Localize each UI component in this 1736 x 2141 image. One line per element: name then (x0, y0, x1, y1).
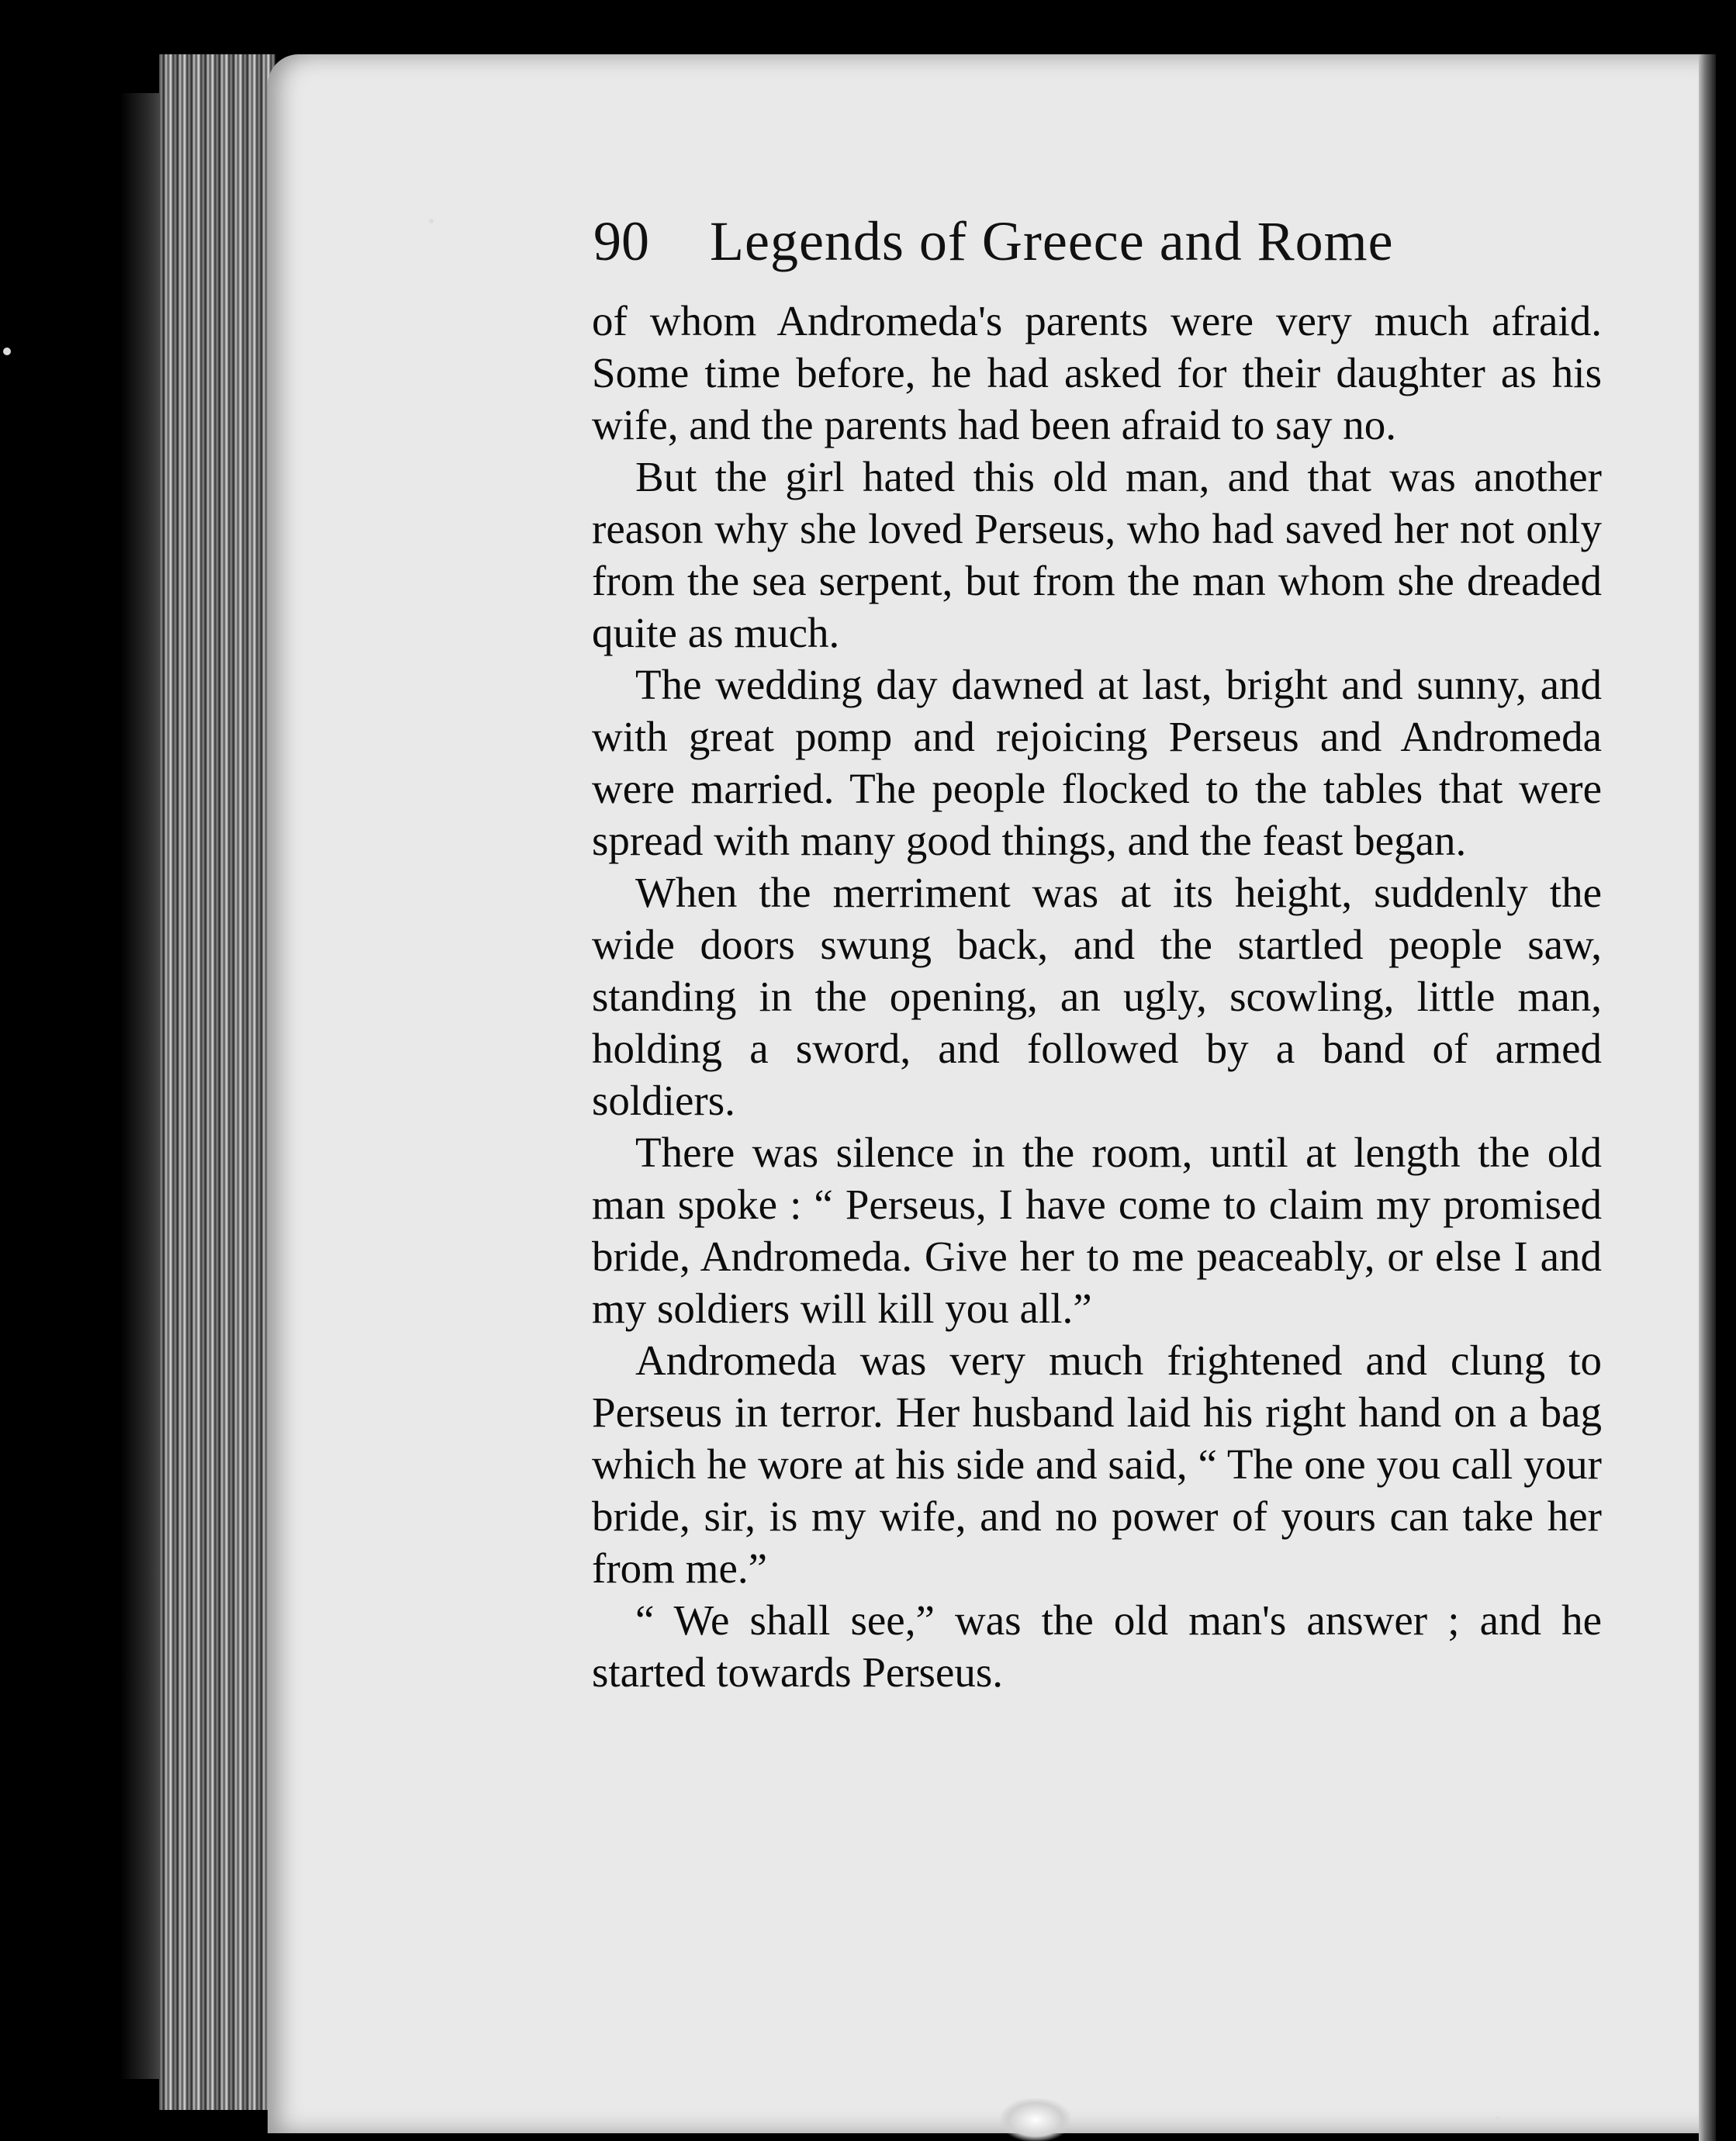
paragraph-1: of whom Andromeda's parents were very much afraid. Some time before, he had asked for their daughter as his wife, and the parents had been afraid to say no. (592, 297, 1602, 448)
page-number: 90 (593, 210, 649, 272)
scan-speck (429, 219, 434, 223)
paragraph-2: But the girl hated this old man, and that was another reason why she loved Perseus, who had saved her not only from the sea serpent, but from the man whom she dreaded quite as much. (592, 453, 1602, 656)
scan-speck (1496, 2116, 1500, 2121)
paragraph-3: The wedding day dawned at last, bright and sunny, and with great pomp and rejoicing Perseus and Andromeda were married. The people flocked to the tables that were spread with many good things, and the feast began. (592, 661, 1602, 864)
scan-speck (3, 348, 11, 355)
paragraph-6: Andromeda was very much frightened and clung to Perseus in terror. Her husband laid his right hand on a bag which he wore at his side and said, “ The one you call your bride, sir, is my wife, and no power of yours can take her from me.” (592, 1337, 1602, 1592)
page-block-edge (159, 54, 275, 2110)
paragraph-4: When the merriment was at its height, suddenly the wide doors swung back, and the startled people saw, standing in the opening, an ugly, scowling, little man, holding a sword, and followed by a band of armed soldiers. (592, 869, 1602, 1124)
running-header (593, 209, 1602, 287)
body-text (592, 295, 1602, 1698)
paragraph-7: “ We shall see,” was the old man's answer ; and he started towards Perseus. (592, 1596, 1602, 1696)
right-page-edge (1699, 54, 1716, 2141)
paragraph-5: There was silence in the room, until at length the old man spoke : “ Perseus, I have come to claim my promised bride, Andromeda. Give her to me peaceably, or else I and my soldiers will kill you all.” (592, 1129, 1602, 1332)
running-title: Legends of Greece and Rome (710, 210, 1394, 272)
scan-artifact-blot (1001, 2098, 1070, 2141)
